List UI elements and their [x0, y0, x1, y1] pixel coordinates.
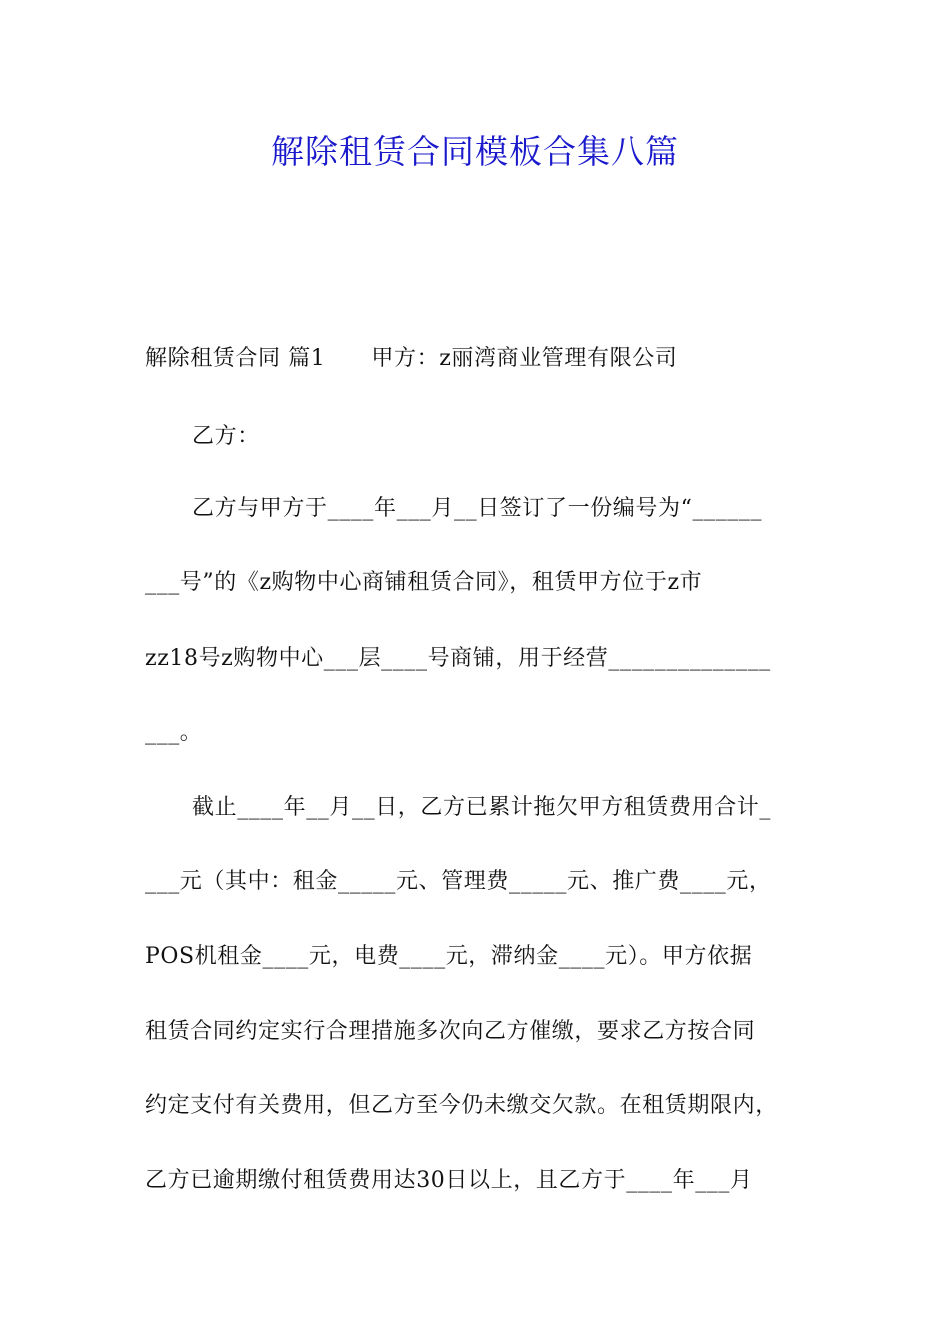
paragraph-line: 乙方已逾期缴付租赁费用达30日以上，且乙方于____年___月 [145, 1168, 753, 1193]
party-a-line: 甲方：z丽湾商业管理有限公司 [371, 346, 678, 371]
section-heading-line [145, 343, 677, 375]
paragraph-line: ___。 [145, 720, 203, 745]
document-title: 解除租赁合同模板合集八篇 [271, 132, 679, 171]
paragraph-line: POS机租金____元，电费____元，滞纳金____元）。甲方依据 [145, 944, 753, 969]
paragraph-line: ___元（其中：租金_____元、管理费_____元、推广费____元， [145, 869, 772, 894]
paragraph-line: 约定支付有关费用，但乙方至今仍未缴交欠款。在租赁期限内， [145, 1093, 778, 1118]
paragraph-line: 租赁合同约定实行合理措施多次向乙方催缴，要求乙方按合同 [145, 1019, 756, 1044]
paragraph-line: zz18号z购物中心___层____号商铺，用于经营______________ [145, 646, 771, 671]
paragraph-line: ___号”的《z购物中心商铺租赁合同》，租赁甲方位于z市 [145, 570, 703, 595]
section-label: 解除租赁合同 篇1 [145, 346, 326, 371]
party-b-line: 乙方： [192, 424, 260, 449]
paragraph-line: 截止____年__月__日，乙方已累计拖欠甲方租赁费用合计_ [192, 795, 772, 820]
paragraph-line: 乙方与甲方于____年___月__日签订了一份编号为“______ [192, 496, 763, 521]
